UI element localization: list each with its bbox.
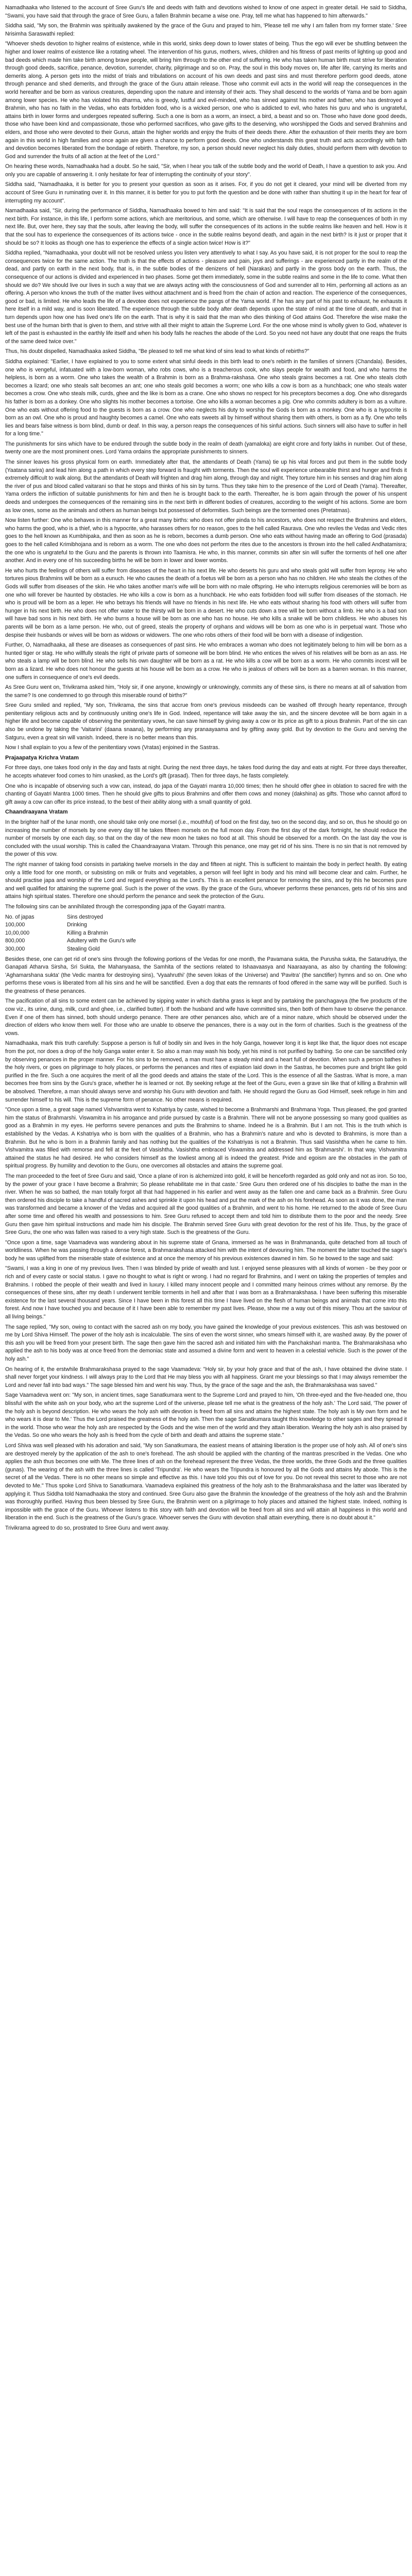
japa-count-cell: No. of japas: [5, 913, 35, 920]
paragraph: "Whoever sheds devotion to higher realms of existence, while in this world, sinks deep down to lower states of being. Thus the ego will ever be shuttling between the higher and lower realms of existence like a rotating wheel. The intervention of his gurus, mothers, wives, children and his fitness of past merits of lighting up good and bad deeds which made him take birth among brave people, will bring him through to the other end of suffering. He who has taken human birth must strive for liberation through good deeds, sacrifice, penance, devotion, surrender, charity, pilgrimage and so on. Pray, the soul in this body moves on, life after life, carrying its merits and demerits along. A person gets into the midst of trials and tribulations on account of his own deeds and past sins and must therefore perform good deeds, atone through penance and shed demerits, and through the grace of the Guru attain release. Those who commit evil acts in the world will reap the consequences in the world hereafter and be born as various creatures, depending upon the nature and intensity of their acts. They shall descend to the worlds of Yama and be born again among lower species. He who has violated his dharma, who is greedy, lustful and evil-minded, who has sinned against his mother and father, who has destroyed a Brahmin, who has no faith in the Vedas, who eats forbidden food, who is a wicked person, one who is addicted to evil, who hates his guru and who is ungrateful, attains birth in lower forms and undergoes repeated suffering. Such a one is born as a worm, an insect, a bird, a beast and so on. Those who have done good deeds, those who have been kind and compassionate, those who performed sacrifices, who gave gifts to the deserving, who worshipped the Gods and served Brahmins and elders, and those who were devoted to their Gurus, attain the higher worlds and enjoy the fruits of their deeds there. After the exhaustion of their merits they are born again in this world in high families and once again are given a chance to perform good deeds. One who understands this great truth and acts accordingly with faith and devotion becomes liberated from the bondage of rebirth. Therefore, my son, a person should never neglect his daily duties, should perform them with devotion to God and surrender the fruits of all action at the feet of the Lord.": [5, 41, 407, 160]
paragraph: The punishments for sins which have to be endured through the subtle body in the realm of death (yamaloka) are eight crore and forty lakhs in number. Out of these, twenty one are the most prominent ones. Lord Yama ordains the appropriate punishments to sinners.: [5, 440, 407, 455]
paragraph: Lord Shiva was well pleased with his adoration and said, "My son Sanatkumara, the easiest means of attaining liberation is the proper use of holy ash. All of one's sins are destroyed merely by the application of the ash to one's forehead. The ash should be applied with the chanting of the mantras prescribed in the Vedas. One who applies the ash thus becomes one with Me. The three lines of ash on the forehead represent the three Vedas, the three worlds, the three Gods and the three qualities (gunas). The wearing of the ash with the three lines is called 'Tripundra'. He who wears the Tripundra is honoured by all the Gods and attains My abode. This is the secret of all the Vedas. There is no other means so simple and effective as this. I have told you this out of love for you. Do not reveal this secret to those who are not devoted to Me." Thus spoke Lord Shiva to Sanatkumara. Vaamadeva explained this greatness of the holy ash to the Brahmarakshasa and the latter was liberated by applying it. Thus Siddha told Namadhaaka the story and continued. Sree Guru also gave the Brahmin the knowledge of the greatness of the holy ash and the Brahmin was thoroughly purified. Having thus been blessed by Sree Guru, the Brahmin went on a pilgrimage to holy places and attained the highest state. Indeed, nothing is impossible with the grace of the Guru. Whoever listens to this story with faith and devotion will be freed from all sins and will attain all happiness in this world and liberation in the end. Such is the greatness of the Guru's grace. Whoever serves the Guru with devotion shall attain everything, there is no doubt about it.": [5, 1442, 407, 1521]
table-row: [5, 937, 407, 945]
paragraph: On hearing of it, the erstwhile Brahmarakshasa prayed to the sage Vaamadeva: "Holy sir, by your holy grace and that of the ash, I have obtained the divine state. I shall never forget your kindness. I will always pray to the Lord that He may bless you with all happiness. Grant me your blessings so that I may always remember the Lord and never fall into bad ways." The sage blessed him and went his way. Thus, by the grace of the sage and the ash, the Brahmarakshasa was saved.": [5, 1366, 407, 1388]
paragraph: The right manner of taking food consists in partaking twelve morsels in the day and fifteen at night. This is sufficient to maintain the body in perfect health. By eating only a little food for one month, or subsisting on milk or fruits and vegetables, a person will feel light in body and his mind will become clear and calm. Further, he should practise japa and worship of the Lord and regard everything as the Lord's. This is an excellent penance for removing the sins, and by this he becomes pure and well qualified for attaining the supreme goal. Such is the power of the vows. By the grace of the Guru, whoever performs these penances, gets rid of his sins and attains high spiritual states. Therefore one should perform the penance and seek the protection of the Guru.: [5, 861, 407, 900]
sin-destroyed-cell: Sins destroyed: [67, 913, 104, 920]
paragraph: On hearing these words, Namadhaaka had a doubt. So he said, "Sir, when I hear you talk of the subtle body and the world of Death, I have a question to ask you. And only you are capable of answering it. I only hesitate for fear of interrupting the continuity of your story".: [5, 163, 407, 178]
sin-destroyed-cell: Killing a Brahmin: [67, 929, 108, 936]
paragraph: "Swami, I was a king in one of my previous lives. Then I was blinded by pride of wealth and lust. I enjoyed sense pleasures with all kinds of women - be they poor or rich and of every caste or social status. I gave no thought to what is right or wrong. I had no regard for Brahmins, and I went on taking the properties of temples and Brahmins. I robbed the people of their wealth and lived in luxury. I killed many innocent people and I committed many heinous crimes without any remorse. By the consequences of these sins, after my death I underwent terrible torments in hell and after that I was born as a Brahmarakshasa. I have been suffering this miserable existence for the last several thousand years. Since I have been in this forest all this time I have lived on the flesh of human beings and animals that come into this forest. And now I have touched you and because of it I have been able to remember my past lives. Please, show me a way out of this misery. Thou art the saviour of all living beings.": [5, 1265, 407, 1320]
paragraph: Trivikrama agreed to do so, prostrated to Sree Guru and went away.: [5, 1524, 169, 1531]
paragraph: Siddha explained: "Earlier, I have explained to you to some extent what sinful deeds in this birth lead to one's rebirth in the families of sinners (Chandala). Besides, one who is vengeful, infatuated with a low-born woman, who robs cows, who is a treacherous cook, who slays people for wealth and food, and who harms the helpless, is born as a worm. One who takes the wealth of a Brahmin is born as a Brahma-rakshasa. One who steals grains becomes a rat. One who steals cloth becomes a lizard; one who steals salt becomes an ant; one who steals gold becomes a worm; one who kills a cow is born as a hunchback; one who steals water becomes a crow. One who steals milk, curds, ghee and the like is born as a crane. One who shows no respect for his preceptors becomes a dog. One who disregards his father is born as a donkey. One who slights his mother becomes a tortoise. One who kills a woman becomes a pig. One who commits adultery is born as a vulture. One who eats without offering food to the guests is born as a crow. One who neglects his duty to worship the Gods is born as a monkey. One who is a hypocrite is born as an owl. One who is proud and haughty becomes a camel. One who eats sweets all by himself without sharing them with others, is born as a fly. One who tells lies and bears false witness is born blind, dumb or deaf. In this way, a person reaps the consequences of his sinful actions. Such sinners will also have to suffer in hell for a long time.": [5, 358, 407, 437]
paragraph: Thus, his doubt dispelled, Namadhaaka asked Siddha, "Be pleased to tell me what kind of sins lead to what kinds of rebirths?": [5, 348, 310, 355]
section-heading: Chaandraayana Vratam: [5, 809, 68, 816]
japa-count-cell: 10,00,000: [5, 929, 30, 936]
paragraph: The sinner leaves his gross physical form on earth. Immediately after that, the attendants of Death (Yama) tie up his vital forces and put them in the subtle body (Yaatana sarira) and lead him along a path in which every step forward is fraught with torments. Then the soul will experience unbearable thirst and hunger and finds it extremely difficult to walk along. But the attendants of Death will frighten and drag him along, through day and night. They torture him in his senses and drag him along the river of pus and blood called vaitarani so that he stops and thinks of his sin by turns. Thus they take him to the presence of the Lord of Death (Yama). Thereafter, Yama orders the infliction of suitable punishments for him and then he is brought back to the earth. Thereafter, he is born again through the power of his unspent deeds and undergoes the consequences of the remaining sins in the next birth in different bodies of creatures, according to the weight of his actions. Some are born as low ones, some as the animals and others as human beings but possessed of deformities. Such beings are the tormented ones (Pretatmas).: [5, 459, 407, 514]
paragraph: Siddha said, "My son, the Brahmin was spiritually awakened by the grace of the Guru and prayed to him, 'Please tell me why I am fallen from my former state.' Sree Nrisimha Saraswathi replied:: [5, 23, 407, 37]
paragraph: Sage Vaamadeva went on: "My son, in ancient times, sage Sanatkumara went to the Supreme Lord and prayed to him, 'Oh three-eyed and the five-headed one, thou blissful with the white ash on your body, who art the supreme Lord of the universe, please tell me what is the greatness of the holy ash.' The Lord said, 'The power of the holy ash is beyond description. He who wears the holy ash with devotion is freed from all sins and attains the highest state. The holy ash is My own form and he who wears it is dear to Me.' Thus the Lord praised the greatness of the holy ash. Then the sage Sanatkumara taught this knowledge to other sages and they spread it in the world. Those who wear the holy ash are respected by the Gods and the wise men of the world and they attain liberation. Wearing the holy ash is also praised by the Vedas. So one who wears the holy ash is freed from the cycle of birth and death and attains the supreme state.": [5, 1392, 407, 1439]
paragraph: Siddha replied, "Namadhaaka, your doubt will not be resolved unless you listen very attentively to what I say. As you have said, it is not proper for the soul to reap the consequences twice for the same action. The truth is that the effects of actions - pleasure and pain, joys and sufferings - are experienced partly in the realm of the dead, and partly on earth in the next body, that is, in the subtle bodies of the denizens of hell (Narakas) and partly in the gross body on the earth. Thus, the consequence of our actions is divided and experienced in two phases. Some get them immediately, some in the subtle realms and some in the life to come. What then should we do? We should live our lives in such a way that we are always acting with the consciousness of God and surrender all to Him, performing all actions as an offering. A person who knows the truth of the matter lives without attachment and is freed from the chain of action and reaction. The experience of the consequences, good or bad, is limited. He who leads the life of a devotee does not experience the pangs of the Yama world. If he has any part of his past to exhaust, he exhausts it here itself in a mild way, and is soon liberated. The experience through the subtle body after death depends upon the state of mind at the time of death, and that in turn depends upon how one has lived one's life on the earth. That is why it is said that the man who dies thinking of God attains God. Therefore the wise make the best use of the human birth that is given to them, and strive with all their might to attain the Supreme Lord. For the one whose mind is wholly given to God, whatever is left of the past is exhausted in the earthly life itself and when his body falls he reaches the abode of the Lord. So you need not have any doubt that one reaps the fruits of the same deed twice over.": [5, 250, 407, 345]
gayatri-japa-table: [5, 913, 407, 954]
paragraph: Namadhaaka who listened to the account of Sree Guru's life and deeds with faith and devotions wished to know of one aspect in greater detail. He said to Siddha, "Swami, you have said that through the grace of Sree Guru, a fallen Brahmin became a wise one. Pray, tell me what has happened to him afterwards.": [5, 5, 407, 19]
paragraph: Namadhaaka, mark this truth carefully: Suppose a person is full of bodily sin and lives in the holy Ganga, however long it is kept like that, the liquor does not escape from the pot, nor does a drop of the holy Ganga water enter it. So also a man may wash his body, yet his mind is not purified by bathing. So one can be sanctified only by observing penances in the proper manner. For his sins to be removed, a man must have a steady mind and a heart full of devotion. When such a person bathes in the holy rivers, or goes on pilgrimage to holy places, or performs the penances and rites of expiation laid down in the Sastras, he becomes pure and bright like gold purified in the fire. Such a one acquires the merit of all the good deeds and attains the state of the Lord. This is the essence of all the Sastras. What is more, a man becomes free from sins by the Guru's grace, whether he is learned or not. By seeking refuge at the feet of the Guru, even a grave sin like that of killing a Brahmin will be absolved. Therefore, a man should always serve and worship his Guru with devotion and faith. He should regard the Guru as God Himself, seek refuge in him and surrender himself to his will. This is the supreme form of penance. No other means is required.: [5, 1040, 407, 1103]
section-heading: Prajaapatya Krichra Vratam: [5, 754, 79, 761]
japa-count-cell: 100,000: [5, 922, 25, 928]
sin-destroyed-cell: Adultery with the Guru's wife: [67, 938, 136, 944]
paragraph: "Once upon a time, a great sage named Vishvamitra went to Kshatriya by caste, wished to become a Brahmarshi and Brahmana Yoga. Thus pleased, the god granted him the status of Brahmarshi. Viswamitra in his arrogance and pride pursued by caste is a Brahmin. There will not be anyone possessing so many good qualities as good as a Brahmin in my eyes. He performs severe penances and puts the Brahmins to shame. Indeed he is a Brahmin. But I am not. This is the truth which is established by the Vedas. A Kshatriya who is born with the qualities of a Brahmin, who has a Brahmin's nature and who is devoted to Brahmins, is more than a Brahmin. But he who is born in a Brahmin family and has nothing but the qualities of the Kshatriyas is not a Brahmin. Thus said Vasishtha when he came to him. Vishvamitra was filled with remorse and fell at the feet of Vasishtha. Vasishtha embraced Viswamitra and addressed him as 'Brahmarshi'. In that way, Vishvamitra attained the status he had desired. He who considers himself as the lowliest among all is indeed the greatest. Pride and egoism are the obstacles in the path of spiritual progress. By humility and devotion to the Guru, one overcomes all obstacles and attains the supreme goal.: [5, 1107, 407, 1170]
paragraph: Sree Guru smiled and replied, "My son, Trivikrama, the sins that accrue from one's previous misdeeds can be washed off through hearty repentance, through penitentiary religious acts and by continuously uniting one's life in God. Indeed, repentance will take away the sin, and the sincere devotee will be born again in a higher life and become capable of observing the penitentiary vows, he can save himself by giving away a cow or its price as gift to a pious Brahmin. Part of the sin can also be undone by taking the 'Vaitarini' (daana snaana), by performing any pranaayaama and by gifting away gold. But by devotion to the Guru and serving the Satguru, even a great sin will vanish. Indeed, there is no better means than this.: [5, 702, 407, 741]
paragraph: For three days, one takes food only in the day and fasts at night. During the next three days, he takes food during the day and eats at night. For three days thereafter, he accepts whatever food comes to him unasked, as the Lord's gift (prasad). Then for three days, he fasts completely.: [5, 765, 407, 779]
paragraph: The sage replied, "My son, owing to contact with the sacred ash on my body, you have gained the knowledge of your previous existences. This ash was bestowed on me by Lord Shiva Himself. The power of the holy ash is incalculable. The sins of even the worst sinner, who smears himself with it, are washed away. By the power of this ash you will be freed from your present birth. The sage then gave him the sacred ash and initiated him with the Panchakshari mantra. The Brahmarakshasa who applied the ash to his body was at once freed from the demoniac state and assumed a divine form and went to heaven in a celestial vehicle. Such is the power of the holy ash.": [5, 1324, 407, 1362]
paragraph: The pacification of all sins to some extent can be achieved by sipping water in which darbha grass is kept and by partaking the panchagavya (the five products of the cow viz., its urine, dung, milk, curd and ghee, i.e., clarified butter). If both the husband and wife have committed sins, then both of them have to observe the penance. Even if one of them has sinned, both should undergo penance. There are other penances also, which are of a minor nature, which should be observed under the direction of elders who know them well. For those who are unable to observe the penances, there is a way out in the form of charities. Such is the greatness of the vows.: [5, 998, 407, 1037]
table-header: [5, 913, 407, 922]
table-row: [5, 945, 407, 954]
japa-count-cell: 800,000: [5, 938, 25, 944]
paragraph: "Once upon a time, sage Vaamadeva was wandering about in his supreme state of Gnana, immersed as he was in Brahmananda, quite detached from all touch of worldliness. When he was passing through a dense forest, a Brahmarakshasa attacked him with the intent of devouring him. The moment the latter touched the sage's body he was uplifted from the miserable state of existence and at once the memory of his previous existences dawned in him. So he bowed to the sage and said:: [5, 1239, 407, 1262]
paragraph: Now listen further: One who behaves in this manner for a great many births: who does not offer pinda to his ancestors, who does not respect the Brahmins and elders, who harms the good, who is a thief, who is a hypocrite, who harasses others for no reason, goes to the hell called Raurava. One who reviles the Vedas and Vedic rites goes to the hell known as Kumbhipaka, and then as soon as he is reborn, becomes a dumb person. One who eats without having made an offering to God (prasada) goes to the hell called Krimibhojana and is reborn as a worm. The one who does not perform the rites due to the ancestors is thrown into the hell called Andhatamisra; the one who is ungrateful to the Guru and the parents is thrown into Taamisra. He who, in this manner, commits sin after sin will suffer the torments of hell one after another. And in every one of his succeeding births he will be born in lower and lower wombs.: [5, 517, 407, 564]
paragraph: He who hurts the feelings of others will suffer from diseases of the heart in his next life. He who deserts his guru and who steals gold will suffer from leprosy. He who tortures pious Brahmins will be born as a eunuch. He who causes the death of a foetus will be born as a person who has no children. He who steals the clothes of the Gods will suffer from diseases of the skin. He who takes another man's wife will be born with no male offspring. He who interrupts religious ceremonies will be born as one who will forever be haunted by obstacles. He who kills a cow is born as a hunchback. He who eats forbidden food will suffer from diseases of the stomach. He who is proud will be born as a leper. He who betrays his friends will have no friends in his next life. He who eats without sharing his food with others will suffer from hunger in his next birth. He who does not offer water to the thirsty will be born in a desert. He who cuts down a tree will be born without a limb. He who is a bad son will have bad sons in his next birth. He who burns a house will be born as one who has no house. He who kills a snake will be born childless. He who abuses his parents will be born as a lame person. He who, out of greed, steals the property of orphans and widows will be born as one who is in perpetual want. Those who despise their husbands or wives will be born as widows or widowers. The one who robs others of their food will be born with a disease of indigestion.: [5, 567, 407, 638]
paragraph: Namadhaaka said, "Sir, during the performance of Siddha, Namadhaaka bowed to him and said: "It is said that the soul reaps the consequences of its actions in the next birth. For instance, in this life, I perform some actions, which are meritorious, and some, which are otherwise. I will have to reap the consequences of both in my next life. But, over here, they say that the souls, after leaving the body, will suffer the consequences of its actions in the subtle realms like heaven and hell. How is it that the soul has to experience the consequences of its actions twice - once in the subtle realms beyond death, and again in the next birth? Is it just or proper that it should be so? It looks as though one has to experience the effects of a single action twice! How is it?": [5, 208, 407, 246]
paragraph: As Sree Guru went on, Trivikrama asked him, "Holy sir, if one anyone, knowingly or unknowingly, commits any of these sins, is there no means at all of salvation from the same? Is one condemned to go through this miserable round of births?": [5, 684, 407, 699]
table-row: [5, 929, 407, 938]
paragraph: The following sins can be annihilated through the corresponding japa of the Gayatri mantra.: [5, 903, 226, 910]
paragraph: Besides these, one can get rid of one's sins through the following portions of the Vedas for one month, the Pavamana sukta, the Purusha sukta, the Satarudriya, the Ganapati Atharva Sirsha, Sri Sukta, the Mahanyaasa, the Samhita of the sections related to Ishaavaasya and Naaraayana, as also by chanting the following: 'Aghamarshana sukta' (the Vedic mantra for destroying sins), 'Vyaahruthi' (the seven lokas of the Universe) and 'Pavitra' (the sanctifier) hymns and so on. One who performs these vows is liberated from all his sins and he will be sanctified. Even a dog that eats the remnants of food offered in the same way will be purified. Such is the greatness of these penances.: [5, 956, 407, 994]
paragraph: In the brighter half of the lunar month, one should take only one morsel (i.e., mouthful) of food on the first day, two on the second day, and so on, thus he should go on increasing the number of morsels by one every day till he takes fifteen morsels on the full moon day. From the first day of the dark fortnight, he should reduce the number of morsels by one each day, so that on the day of the new moon he takes no food at all. This should be observed for a month. On the last day the vow is concluded with the usual worship. This is called the Chaandraayana Vratam. Through this penance, one may get rid of his sins. There is no sin that is not removed by the power of this vow.: [5, 819, 407, 858]
paragraph: One who is incapable of observing such a vow can, instead, do japa of the Gayatri mantra 10,000 times; then he should offer ghee in oblation to sacred fire with the chanting of Gayatri Mantra 1000 times. Then he should give gifts to pious Brahmins and offer them cows and money (dakshina) as gifts. Those who cannot afford to gift away a cow can offer its price instead, to the best of their ability along with a small quantity of gold.: [5, 783, 407, 805]
paragraph: The man proceeded to the feet of Sree Guru and said, 'Once a plane of iron is alchemized into gold, it will be henceforth regarded as gold only and not as iron. So too, by the power of your grace I have become a Brahmin; So please rehabilitate me in that caste.' Sree Guru then ordered one of his disciples to bathe the man in the river. When he was so bathed, the man totally forgot all that had happened in his earlier and went away as the fallen one and came back as a Brahmin. Sree Guru then ordered his disciple to take a handful of sacred ashes and sprinkle it upon his head and put the mark of the ash on his forehead. As soon as it was done, the man was transformed and became a knower of the Vedas and acquired all the good qualities of a Brahmin, and went to his home. He returned to the abode of Sree Guru after some time and offered his wealth and possessions to him. Sree Guru refused to accept them and told him to distribute them to the poor and the needy. Sree Guru then gave him spiritual instructions and made him his disciple. The Brahmin served Sree Guru with great devotion for the rest of his life. Thus, by the grace of Sree Guru, the one who was fallen was raised to a very high state. Such is the greatness of the Guru.: [5, 1173, 407, 1236]
paragraph: Now I shall explain to you a few of the penitentiary vows (Vratas) enjoined in the Sastras.: [5, 744, 220, 751]
table-row: [5, 921, 407, 929]
paragraph: Further, O, Namadhaaka, all these are diseases as consequences of past sins. He who embraces a woman who does not legitimately belong to him will be born as a hunted tiger or stag. He who willfully steals the right of private parts of someone will be born blind. He who entices the wives of his relatives will be born as an ass. He who steals a lamp will be born blind. He who sells his own daughter will be born as a rat. He who kills a cow will be born as a worm. He who commits incest will be born as a lizard. He who does not honour the guests at his house will be born as a crow. He who is jealous of others will be born as a barren woman. In this manner, one suffers in consequence of one's evil deeds.: [5, 642, 407, 681]
paragraph: Siddha said, "Namadhaaka, it is better for you to present your question as soon as it arises. For, if you do not get it cleared, your mind will be diverted from my account of Sree Guru in ruminating over it. In this manner, it is better for you to put forth the question and be done with rather than shutting it up in the heart for fear of interrupting my account".: [5, 181, 407, 204]
japa-count-cell: 300,000: [5, 945, 25, 952]
sin-destroyed-cell: Drinking: [67, 922, 87, 928]
sin-destroyed-cell: Stealing Gold: [67, 945, 100, 952]
